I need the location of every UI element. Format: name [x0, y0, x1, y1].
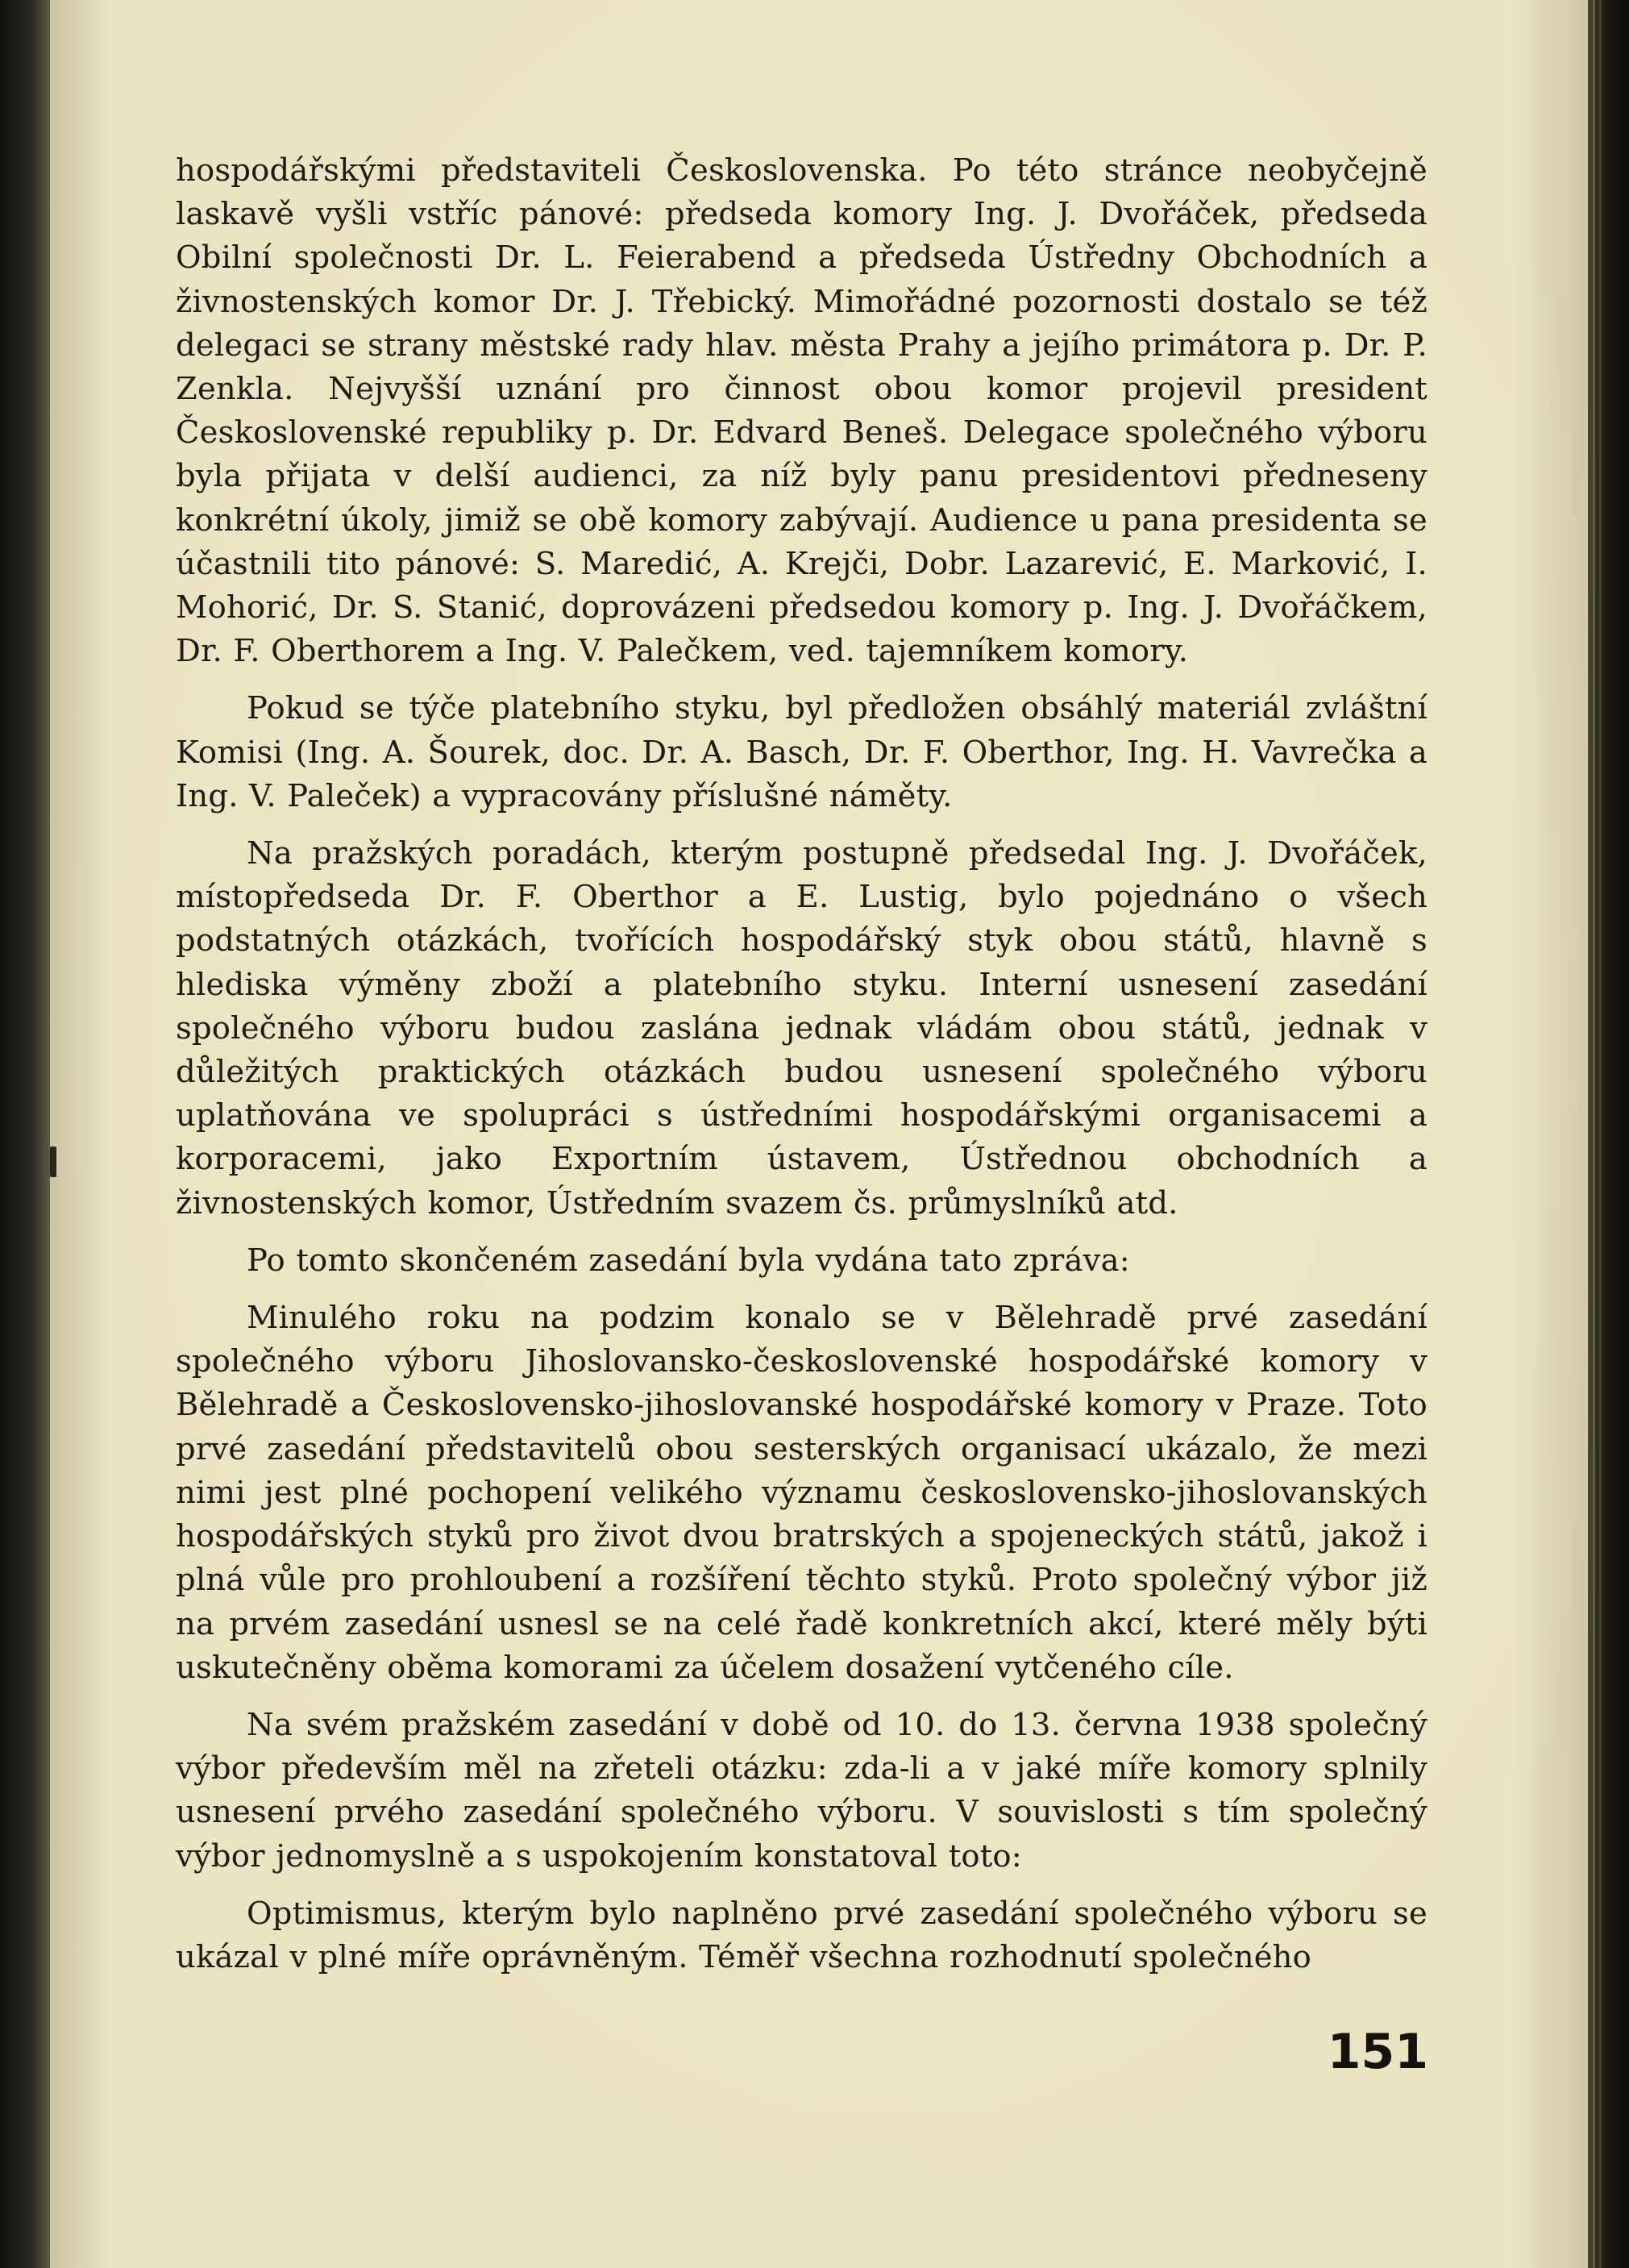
paragraph-2: Pokud se týče platebního styku, byl předložen obsáhlý materiál zvláštní Komisi (Ing. A. Šourek, doc. Dr. A. Basch, Dr. F. Oberthor, Ing. H. Vavrečka a Ing. V. Paleček) a vypracovány příslušné náměty. — [176, 690, 1427, 814]
paragraph-6: Na svém pražském zasedání v době od 10. do 13. června 1938 společný výbor především měl na zřeteli otázku: zda-li a v jaké míře komory splnily usnesení prvého zasedání společného výboru. V souvislosti s tím společný výbor jednomyslně a s uspokojením konstatoval toto: — [176, 1706, 1427, 1875]
page-edge-line — [1599, 0, 1602, 2268]
paragraph-3: Na pražských poradách, kterým postupně předsedal Ing. J. Dvořáček, místopředseda Dr. F. Oberthor a E. Lustig, bylo pojednáno o všech podstatných otázkách, tvořících hospodářský styk obou států, hlavně s hlediska výměny zboží a platebního styku. Interní usnesení zasedání společného výboru budou zaslána jednak vládám obou států, jednak v důležitých praktických otázkách budou usnesení společného výboru uplatňována ve spolupráci s ústředními hospodářskými organisacemi a korporacemi, jako Exportním ústavem, Ústřednou obchodních a živnostenských komor, Ústředním svazem čs. průmyslníků atd. — [176, 835, 1427, 1221]
margin-mark — [50, 1146, 56, 1177]
paragraph-7: Optimismus, kterým bylo naplněno prvé zasedání společného výboru se ukázal v plné míře oprávněným. Téměř všechna rozhodnutí společného — [176, 1895, 1427, 1975]
page-number: 151 — [1327, 2024, 1428, 2080]
body-text — [176, 149, 1427, 1993]
book-page — [50, 0, 1588, 2268]
page-edge-shadow — [1588, 0, 1629, 2268]
paragraph-5: Minulého roku na podzim konalo se v Bělehradě prvé zasedání společného výboru Jihoslovansko-československé hospodářské komory v Bělehradě a Československo-jihoslovanské hospodářské komory v Praze. Toto prvé zasedání představitelů obou sesterských organisací ukázalo, že mezi nimi jest plné pochopení velikého významu československo-jihoslovanských hospodářských styků pro život dvou bratrských a spojeneckých států, jakož i plná vůle pro prohloubení a rozšíření těchto styků. Proto společný výbor již na prvém zasedání usnesl se na celé řadě konkretních akcí, které měly býti uskutečněny oběma komorami za účelem dosažení vytčeného cíle. — [176, 1300, 1427, 1686]
book-binding-shadow — [0, 0, 56, 2268]
paragraph-4: Po tomto skončeném zasedání byla vydána tato zpráva: — [247, 1242, 1130, 1279]
page-edge-line — [1593, 0, 1595, 2268]
paragraph-1: hospodářskými představiteli Československa. Po této stránce neobyčejně laskavě vyšli vstříc pánové: předseda komory Ing. J. Dvořáček, předseda Obilní společnosti Dr. L. Feierabend a předseda Ústředny Obchodních a živnostenských komor Dr. J. Třebický. Mimořádné pozornosti dostalo se též delegaci se strany městské rady hlav. města Prahy a jejího primátora p. Dr. P. Zenkla. Nejvyšší uznání pro činnost obou komor projevil president Československé republiky p. Dr. Edvard Beneš. Delegace společného výboru byla přijata v delší audienci, za níž byly panu presidentovi předneseny konkrétní úkoly, jimiž se obě komory zabývají. Audience u pana presidenta se účastnili tito pánové: S. Maredić, A. Krejči, Dobr. Lazarević, E. Marković, I. Mohorić, Dr. S. Stanić, doprovázeni předsedou komory p. Ing. J. Dvořáčkem, Dr. F. Oberthorem a Ing. V. Palečkem, ved. tajemníkem komory. — [176, 152, 1427, 670]
